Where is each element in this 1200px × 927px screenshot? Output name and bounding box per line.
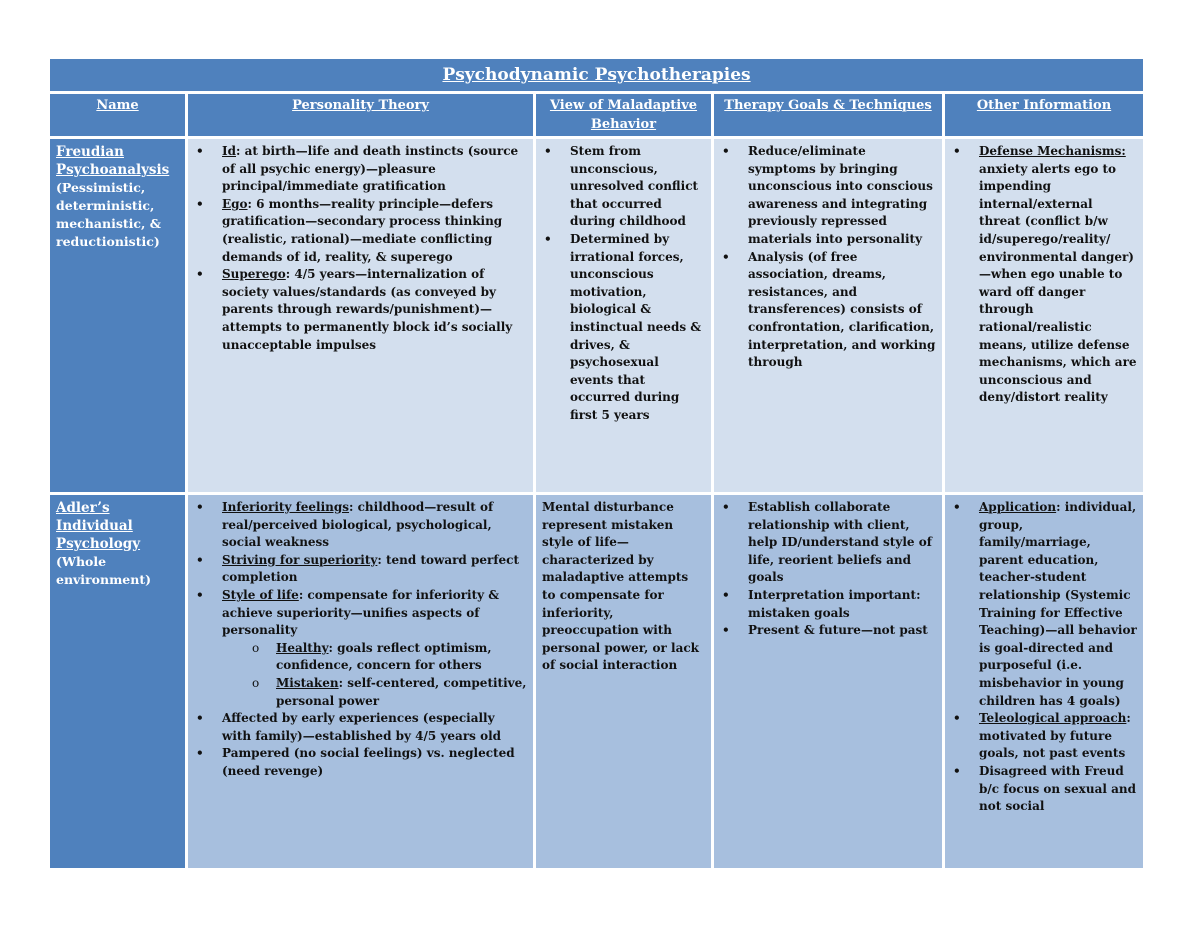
desc: : compensate for inferiority & achieve superiority—unifies aspects of personality bbox=[222, 587, 500, 638]
desc: : self-centered, competitive, personal power bbox=[276, 675, 527, 708]
desc: : tend toward perfect completion bbox=[222, 552, 519, 585]
list-item: • Analysis (of free association, dreams, resistances, and transferences) consists of confrontation, clarification, interpretation, and working through bbox=[748, 249, 936, 372]
other-information-cell bbox=[944, 494, 1145, 870]
term: Id bbox=[222, 144, 237, 158]
therapy-name: Adler’s Individual Psychology bbox=[56, 500, 141, 552]
list-item: • Reduce/eliminate symptoms by bringing unconscious into conscious awareness and integrating previously repressed materials into personality bbox=[748, 143, 936, 249]
list-item: • Present & future—not past bbox=[748, 622, 936, 640]
list-item: • Affected by early experiences (especially with family)—established by 4/5 years old bbox=[222, 710, 527, 745]
desc: : motivated by future goals, not past events bbox=[979, 711, 1131, 761]
personality-theory-cell bbox=[187, 494, 535, 870]
list-item bbox=[979, 499, 1137, 710]
list-item: • Interpretation important: mistaken goals bbox=[748, 587, 936, 622]
list-item bbox=[222, 143, 527, 196]
list-item: • Determined by irrational forces, unconscious motivation, biological & instinctual needs & drives, & psychosexual events that occurred during first 5 years bbox=[570, 231, 705, 425]
list-item: • Pampered (no social feelings) vs. neglected (need revenge) bbox=[222, 745, 527, 780]
term: Healthy bbox=[276, 640, 329, 655]
list-item: • Disagreed with Freud b/c focus on sexual and not social bbox=[979, 763, 1137, 816]
maladaptive-text: Mental disturbance represent mistaken style of life—characterized by maladaptive attempts to compensate for inferiority, preoccupation with personal power, or lack of social interaction bbox=[542, 500, 699, 673]
desc: : goals reflect optimism, confidence, concern for others bbox=[276, 640, 492, 673]
term: Style of life bbox=[222, 587, 299, 602]
term: Mistaken bbox=[276, 675, 339, 690]
term: Defense Mechanisms: bbox=[979, 144, 1126, 158]
therapy-goals-cell bbox=[713, 494, 944, 870]
list-item: • Establish collaborate relationship with client, help ID/understand style of life, reorient beliefs and goals bbox=[748, 499, 936, 587]
desc: : individual, group, family/marriage, parent education, teacher-student relationship (Systemic Training for Effective Teaching)—all behavior is goal-directed and purposeful (i.e. misbehavior in young children has 4 goals) bbox=[979, 500, 1137, 708]
therapy-goals-cell bbox=[713, 138, 944, 494]
header-therapy-goals: Therapy Goals & Techniques bbox=[713, 93, 944, 138]
desc: : 4/5 years—internalization of society values/standards (as conveyed by parents through rewards/punishment)—attempts to permanently block id’s socially unacceptable impulses bbox=[222, 267, 513, 352]
term: Teleological approach bbox=[979, 711, 1127, 726]
table-row bbox=[49, 138, 1145, 494]
other-information-cell bbox=[944, 138, 1145, 494]
header-personality-theory: Personality Theory bbox=[187, 93, 535, 138]
list-item bbox=[222, 587, 527, 710]
sub-list-item bbox=[276, 640, 527, 675]
table-title: Psychodynamic Psychotherapies bbox=[49, 58, 1145, 93]
therapy-name-cell bbox=[49, 494, 187, 870]
table-row bbox=[49, 494, 1145, 870]
therapy-name: Freudian Psychoanalysis bbox=[56, 144, 170, 178]
therapy-name-cell bbox=[49, 138, 187, 494]
term: Superego bbox=[222, 267, 286, 282]
therapy-name-note: (Whole environment) bbox=[56, 554, 152, 587]
therapy-name-note: (Pessimistic, deterministic, mechanistic, & reductionistic) bbox=[56, 180, 161, 249]
term: Striving for superiority bbox=[222, 552, 378, 567]
list-item bbox=[979, 710, 1137, 763]
list-item bbox=[222, 196, 527, 266]
sub-list-item bbox=[276, 675, 527, 710]
personality-theory-cell bbox=[187, 138, 535, 494]
term: Application bbox=[979, 500, 1057, 514]
list-item bbox=[222, 552, 527, 587]
list-item: • Stem from unconscious, unresolved conflict that occurred during childhood bbox=[570, 143, 705, 231]
term: Ego bbox=[222, 196, 248, 211]
header-name: Name bbox=[49, 93, 187, 138]
list-item bbox=[222, 499, 527, 552]
header-other-information: Other Information bbox=[944, 93, 1145, 138]
list-item bbox=[979, 143, 1137, 407]
list-item bbox=[222, 266, 527, 354]
term: Inferiority feelings bbox=[222, 500, 350, 514]
desc: anxiety alerts ego to impending internal/external threat (conflict b/w id/superego/reality/ environmental danger)—when ego unable to ward off danger through rational/realistic means, utilize defense mechanisms, which are unconscious and deny/distort reality bbox=[979, 161, 1137, 405]
desc: : childhood—result of real/perceived biological, psychological, social weakness bbox=[222, 500, 494, 550]
header-maladaptive-behavior: View of Maladaptive Behavior bbox=[535, 93, 713, 138]
desc: : 6 months—reality principle—defers gratification—secondary process thinking (realistic, rational)—mediate conflicting demands of id, reality, & superego bbox=[222, 196, 503, 264]
maladaptive-behavior-cell bbox=[535, 494, 713, 870]
psychotherapies-table bbox=[47, 56, 1146, 871]
maladaptive-behavior-cell bbox=[535, 138, 713, 494]
desc: : at birth—life and death instincts (source of all psychic energy)—pleasure principal/immediate gratification bbox=[222, 144, 519, 194]
